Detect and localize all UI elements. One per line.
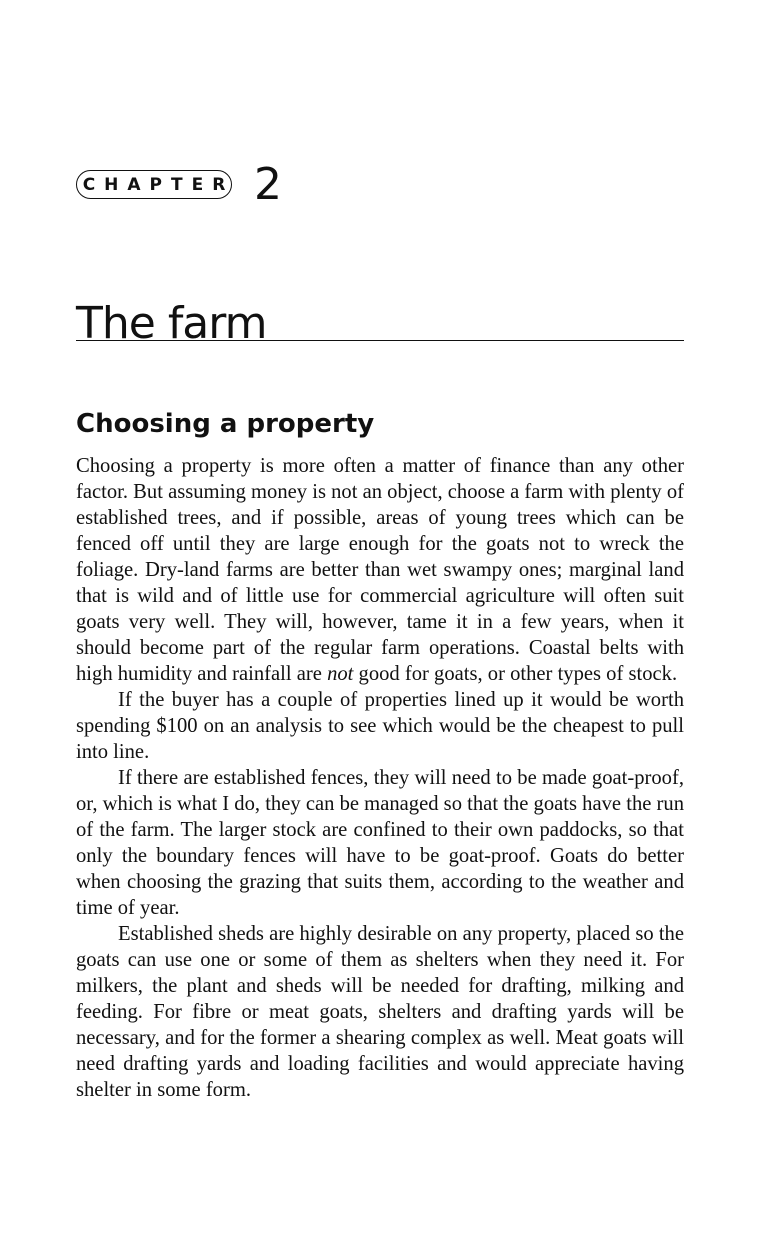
paragraph: If the buyer has a couple of properties lined up it would be worth spending $100 on an analysis to see which would be the cheapest to pull into line. [76,689,684,763]
paragraph: Established sheds are highly desirable on any property, placed so the goats can use one or some of them as shelters when they need it. For milkers, the plant and sheds will be needed for drafting, milking and feeding. For fibre or meat goats, shelters and drafting yards will be necessary, and for the former a shearing complex as well. Meat goats will need drafting yards and loading facilities and would appreciate having shelter in some form. [76,923,684,1101]
paragraph: If there are established fences, they will need to be made goat-proof, or, which is what I do, they can be managed so that the goats have the run of the farm. The larger stock are confined to their own paddocks, so that only the boundary fences will have to be goat-proof. Goats do better when choosing the grazing that suits them, according to the weather and time of year. [76,767,684,919]
chapter-title: The farm [76,298,267,349]
paragraph-text: Choosing a property is more often a matter of finance than any other factor. But assuming money is not an object, choose a farm with plenty of established trees, and if possible, areas of young trees which can be fenced off until they are large enough for the goats not to wreck the foliage. Dry-land farms are better than wet swampy ones; marginal land that is wild and of little use for commercial agriculture will often suit goats very well. They will, however, tame it in a few years, when it should become part of the regular farm operations. Coastal belts with high humidity and rainfall are [76,455,684,685]
chapter-badge: CHAPTER [76,170,232,199]
emphasis-text: not [327,663,354,685]
paragraph [76,453,684,687]
paragraph-text: good for goats, or other types of stock. [353,663,678,685]
chapter-number: 2 [254,159,282,210]
section-heading: Choosing a property [76,409,375,439]
body-text [76,453,684,1103]
chapter-label [76,159,282,210]
chapter-title-rule [76,292,684,349]
